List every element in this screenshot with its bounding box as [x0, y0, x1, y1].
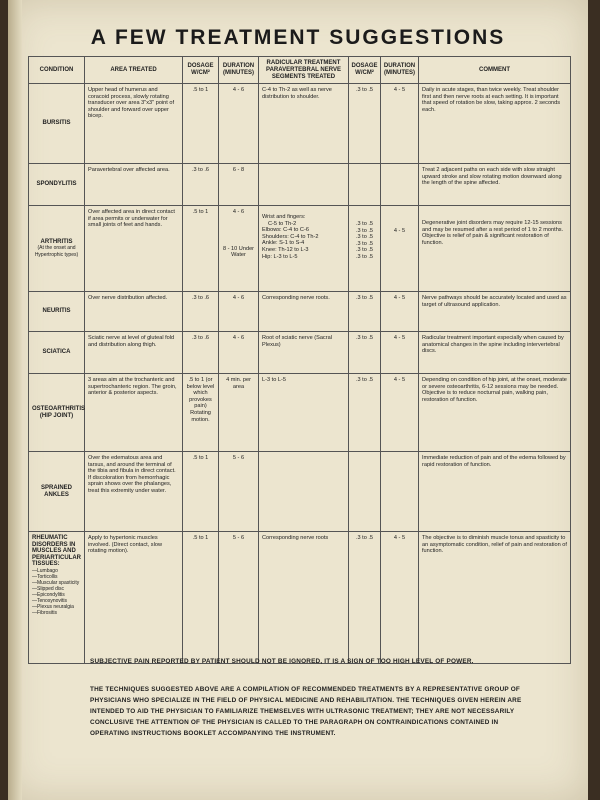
condition-name: OSTEOARTHRITIS — [32, 405, 86, 412]
table-row — [29, 374, 571, 452]
dosage-cell: .3 to .6 — [183, 292, 219, 332]
duration2-cell — [381, 164, 419, 206]
tissue-item: —Fibrositis — [32, 609, 58, 616]
duration-cell: 6 - 8 — [219, 164, 259, 206]
area-cell: Over the edematous area and tarsus, and around the terminal of the tibia and fibula in direct contact. If discoloration from hemorrhagic sprain shows over the phalanges, treat this extremity under water. — [85, 452, 183, 532]
radicular-line: Elbows: C-4 to C-6 — [262, 227, 309, 234]
duration-cell: 4 - 6 — [219, 84, 259, 164]
dosage2-cell: .3 to .5 — [349, 532, 381, 664]
duration2-cell: 4 - 5 — [381, 532, 419, 664]
condition-subtitle: (At the onset and Hypertrophic types) — [34, 245, 79, 258]
comment-cell: Immediate reduction of pain and of the edema followed by rapid restoration of function. — [419, 452, 571, 532]
area-cell: Over affected area in direct contact if area permits or underwater for small joints of feet and hands. — [85, 206, 183, 292]
tissue-item: —Slipped disc — [32, 585, 64, 592]
duration-underwater: 8 - 10 Under Water — [222, 245, 255, 259]
table-row — [29, 452, 571, 532]
tissue-item: —Lumbago — [32, 567, 58, 574]
radicular-cell — [259, 206, 349, 292]
header-dosage-2: DOSAGE W/CM² — [349, 57, 381, 84]
treatment-table-wrap — [28, 56, 570, 664]
radicular-cell: L-3 to L-5 — [259, 374, 349, 452]
table-row — [29, 164, 571, 206]
radicular-line: Ankle: S-1 to S-4 — [262, 240, 305, 247]
radicular-line: Knee: Th-12 to L-3 — [262, 246, 309, 253]
dosage2-cell — [349, 452, 381, 532]
dosage-cell: .3 to .6 — [183, 164, 219, 206]
treatment-table — [28, 56, 571, 664]
radicular-cell: Corresponding nerve roots — [259, 532, 349, 664]
dosage2-cell — [349, 206, 381, 292]
tissue-item: —Muscular spasticity — [32, 579, 80, 586]
header-dosage: DOSAGE W/CM² — [183, 57, 219, 84]
condition-cell — [29, 532, 85, 664]
table-row — [29, 206, 571, 292]
header-duration: DURATION (MINUTES) — [219, 57, 259, 84]
condition-cell — [29, 374, 85, 452]
tissue-item: —Tenosynovitis — [32, 597, 68, 604]
radicular-line: Shoulders: C-4 to Th-2 — [262, 233, 319, 240]
comment-cell: Depending on condition of hip joint, at the onset, moderate or severe osteoarthritis, 6-12 sessions may be needed. Objective is to reduce nocturnal pain, walking pain, restoration of function. — [419, 374, 571, 452]
dosage2-line: .3 to .5 — [355, 253, 374, 260]
condition-cell: BURSITIS — [29, 84, 85, 164]
comment-cell: The objective is to diminish muscle tonus and spasticity to an asymptomatic condition, relief of pain and restoration of function. — [419, 532, 571, 664]
dosage-cell: .5 to 1 — [183, 452, 219, 532]
area-cell: Apply to hypertonic muscles involved. (Direct contact, slow rotating motion). — [85, 532, 183, 664]
dosage2-cell: .3 to .5 — [349, 374, 381, 452]
footnote-disclaimer: THE TECHNIQUES SUGGESTED ABOVE ARE A COMPILATION OF RECOMMENDED TREATMENTS BY A REPRESENTATIVE GROUP OF PHYSICIANS WHO SPECIALIZE IN THE FIELD OF PHYSICAL MEDICINE AND REHABILITATION. THE TECHNIQUES GIVEN HEREIN ARE INTENDED TO AID THE PHYSICIAN TO FAMILIARIZE THEMSELVES WITH ULTRASONIC TREATMENT; THEY ARE NOT NECESSARILY CONCLUSIVE THE ATTENTION OF THE PHYSICIAN IS CALLED TO THE PARAGRAPH ON CONTRAINDICATIONS CONTAINED IN OPERATING INSTRUCTIONS BOOKLET ACCOMPANYING THE INSTRUMENT. — [90, 686, 522, 737]
area-cell: Upper head of humerus and coracoid process, slowly rotating transducer over area 3"x3" point of shoulder and forward over upper bicep. — [85, 84, 183, 164]
comment-cell: Daily in acute stages, than twice weekly. Treat shoulder first and then nerve roots at each setting. It is important that speed of rotation be slow, taking approx. 2 seconds each. — [419, 84, 571, 164]
duration-cell: 5 - 6 — [219, 532, 259, 664]
duration-cell: 4 min. per area — [219, 374, 259, 452]
header-condition: CONDITION — [29, 57, 85, 84]
condition-cell — [29, 206, 85, 292]
radicular-line: C-5 to Th-2 — [268, 220, 297, 227]
condition-name: RHEUMATIC DISORDERS IN MUSCLES AND PERIARTICULAR TISSUES: — [32, 535, 81, 568]
table-row — [29, 332, 571, 374]
condition-cell: NEURITIS — [29, 292, 85, 332]
comment-cell: Degenerative joint disorders may require 12-15 sessions and may be resumed after a rest period of 1 to 2 months. Objective is relief of pain & significant restoration of function. — [419, 206, 571, 292]
radicular-cell: C-4 to Th-2 as well as nerve distribution to shoulder. — [259, 84, 349, 164]
footnote-pain-warning: SUBJECTIVE PAIN REPORTED BY PATIENT SHOULD NOT BE IGNORED, IT IS A SIGN OF TOO HIGH LEVEL OF POWER. — [90, 658, 474, 665]
condition-cell: SPONDYLITIS — [29, 164, 85, 206]
radicular-cell — [259, 164, 349, 206]
duration2-cell: 4 - 5 — [381, 332, 419, 374]
duration2-cell — [381, 452, 419, 532]
dosage2-cell: .3 to .5 — [349, 292, 381, 332]
header-duration-2: DURATION (MINUTES) — [381, 57, 419, 84]
duration-cell: 4 - 6 — [219, 292, 259, 332]
dosage-cell: .5 to 1 — [183, 84, 219, 164]
radicular-line: Hip: L-3 to L-5 — [262, 253, 298, 260]
duration2-cell: 4 - 5 — [381, 206, 419, 292]
radicular-cell — [259, 452, 349, 532]
condition-cell: SPRAINED ANKLES — [29, 452, 85, 532]
book-page — [8, 0, 588, 800]
comment-cell: Radicular treatment important especially when caused by anatomical changes in the spine including intervertebral discs. — [419, 332, 571, 374]
area-cell: Paravertebral over affected area. — [85, 164, 183, 206]
radicular-cell: Corresponding nerve roots. — [259, 292, 349, 332]
header-area: AREA TREATED — [85, 57, 183, 84]
table-row — [29, 84, 571, 164]
duration2-cell: 4 - 5 — [381, 84, 419, 164]
comment-cell: Treat 2 adjacent paths on each side with slow straight upward stroke and slow rotating motion downward along the length of the spine affected. — [419, 164, 571, 206]
dosage2-cell: .3 to .5 — [349, 84, 381, 164]
dosage2-line: .3 to .5 — [355, 240, 374, 247]
dosage-cell: .5 to 1 (or below level which provokes pain) Rotating motion. — [183, 374, 219, 452]
comment-cell: Nerve pathways should be accurately located and used as target of ultrasound application. — [419, 292, 571, 332]
table-row — [29, 292, 571, 332]
tissue-item: —Plexus neuralgia — [32, 603, 74, 610]
duration2-cell: 4 - 5 — [381, 374, 419, 452]
dosage2-line: .3 to .5 — [355, 247, 374, 254]
radicular-cell: Root of sciatic nerve (Sacral Plexus) — [259, 332, 349, 374]
area-cell: Over nerve distribution affected. — [85, 292, 183, 332]
tissue-item: —Epicondylitis — [32, 591, 65, 598]
duration-cell: 4 - 6 — [219, 332, 259, 374]
area-cell: 3 areas aim at the trochanteric and supertrochanteric region. The groin, anterior & posterior aspects. — [85, 374, 183, 452]
condition-name: ARTHRITIS — [40, 238, 73, 245]
duration-cell — [219, 206, 259, 292]
duration-value: 4 - 6 — [232, 209, 245, 215]
table-header-row — [29, 57, 571, 84]
dosage2-line: .3 to .5 — [355, 221, 374, 227]
dosage-cell: .5 to 1 — [183, 206, 219, 292]
dosage2-cell — [349, 164, 381, 206]
area-cell: Sciatic nerve at level of gluteal fold and distribution along thigh. — [85, 332, 183, 374]
dosage-cell: .5 to 1 — [183, 532, 219, 664]
dosage-cell: .3 to .6 — [183, 332, 219, 374]
tissue-item: —Torticollis — [32, 573, 58, 580]
condition-subtitle: (HIP JOINT) — [39, 412, 74, 419]
header-radicular: RADICULAR TREATMENT PARAVERTEBRAL NERVE SEGMENTS TREATED — [259, 57, 349, 84]
dosage2-cell: .3 to .5 — [349, 332, 381, 374]
duration2-cell: 4 - 5 — [381, 292, 419, 332]
condition-cell: SCIATICA — [29, 332, 85, 374]
table-row — [29, 532, 571, 664]
duration-cell: 5 - 6 — [219, 452, 259, 532]
page-title: A FEW TREATMENT SUGGESTIONS — [90, 26, 506, 49]
dosage2-line: .3 to .5 — [355, 227, 374, 234]
page-spine — [8, 0, 22, 800]
dosage2-line: .3 to .5 — [355, 234, 374, 241]
header-comment: COMMENT — [419, 57, 571, 84]
radicular-line: Wrist and fingers: — [262, 214, 306, 220]
